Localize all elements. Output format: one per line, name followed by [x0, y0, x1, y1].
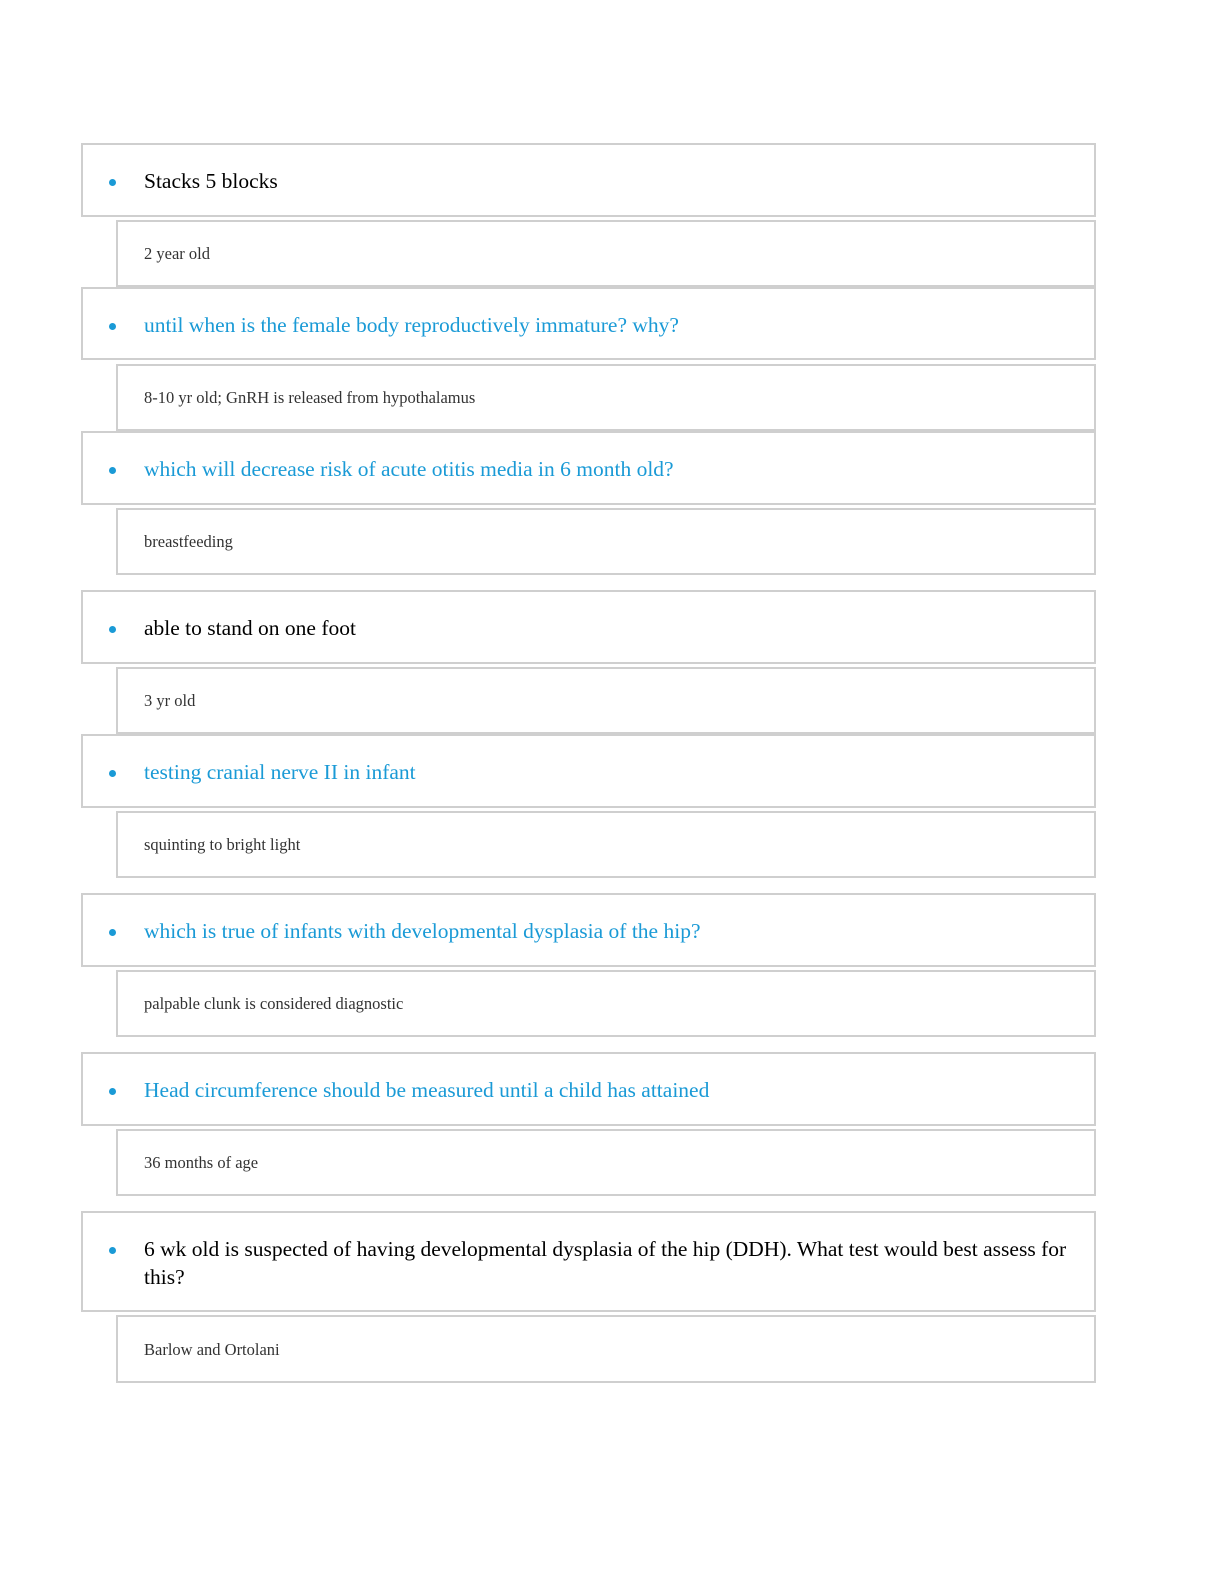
question-link[interactable]: Head circumference should be measured until a child has attained	[144, 1078, 710, 1102]
answer-card	[116, 970, 1096, 1037]
bullet-icon	[109, 929, 116, 936]
question-link[interactable]: testing cranial nerve II in infant	[144, 760, 416, 784]
answer-card	[116, 1129, 1096, 1196]
bullet-icon	[109, 626, 116, 633]
bullet-icon	[109, 467, 116, 474]
question-card	[81, 1052, 1096, 1126]
question-card	[81, 287, 1096, 360]
answer-text: 36 months of age	[144, 1153, 259, 1172]
question-text: 6 wk old is suspected of having developmental dysplasia of the hip (DDH). What test would best assess for this?	[144, 1237, 1067, 1289]
bullet-icon	[109, 323, 116, 330]
question-link[interactable]: which will decrease risk of acute otitis media in 6 month old?	[144, 457, 674, 481]
bullet-icon	[109, 770, 116, 777]
question-card	[81, 143, 1096, 217]
answer-card	[116, 811, 1096, 878]
answer-text: palpable clunk is considered diagnostic	[144, 994, 404, 1013]
answer-card	[116, 508, 1096, 575]
question-link[interactable]: until when is the female body reproductively immature? why?	[144, 313, 679, 337]
bullet-icon	[109, 1088, 116, 1095]
answer-text: 8-10 yr old; GnRH is released from hypothalamus	[144, 388, 476, 407]
answer-text: squinting to bright light	[144, 835, 301, 854]
question-text: Stacks 5 blocks	[144, 169, 278, 193]
answer-text: Barlow and Ortolani	[144, 1340, 280, 1359]
bullet-icon	[109, 1247, 116, 1254]
answer-card	[116, 364, 1096, 431]
question-card	[81, 893, 1096, 967]
question-text: able to stand on one foot	[144, 616, 356, 640]
question-link[interactable]: which is true of infants with developmental dysplasia of the hip?	[144, 919, 701, 943]
answer-text: breastfeeding	[144, 532, 233, 551]
answer-card	[116, 220, 1096, 287]
answer-card	[116, 1315, 1096, 1383]
bullet-icon	[109, 179, 116, 186]
question-card	[81, 431, 1096, 505]
question-card	[81, 590, 1096, 664]
answer-text: 2 year old	[144, 244, 210, 263]
answer-card	[116, 667, 1096, 734]
question-card	[81, 734, 1096, 808]
question-card	[81, 1211, 1096, 1312]
answer-text: 3 yr old	[144, 691, 196, 710]
